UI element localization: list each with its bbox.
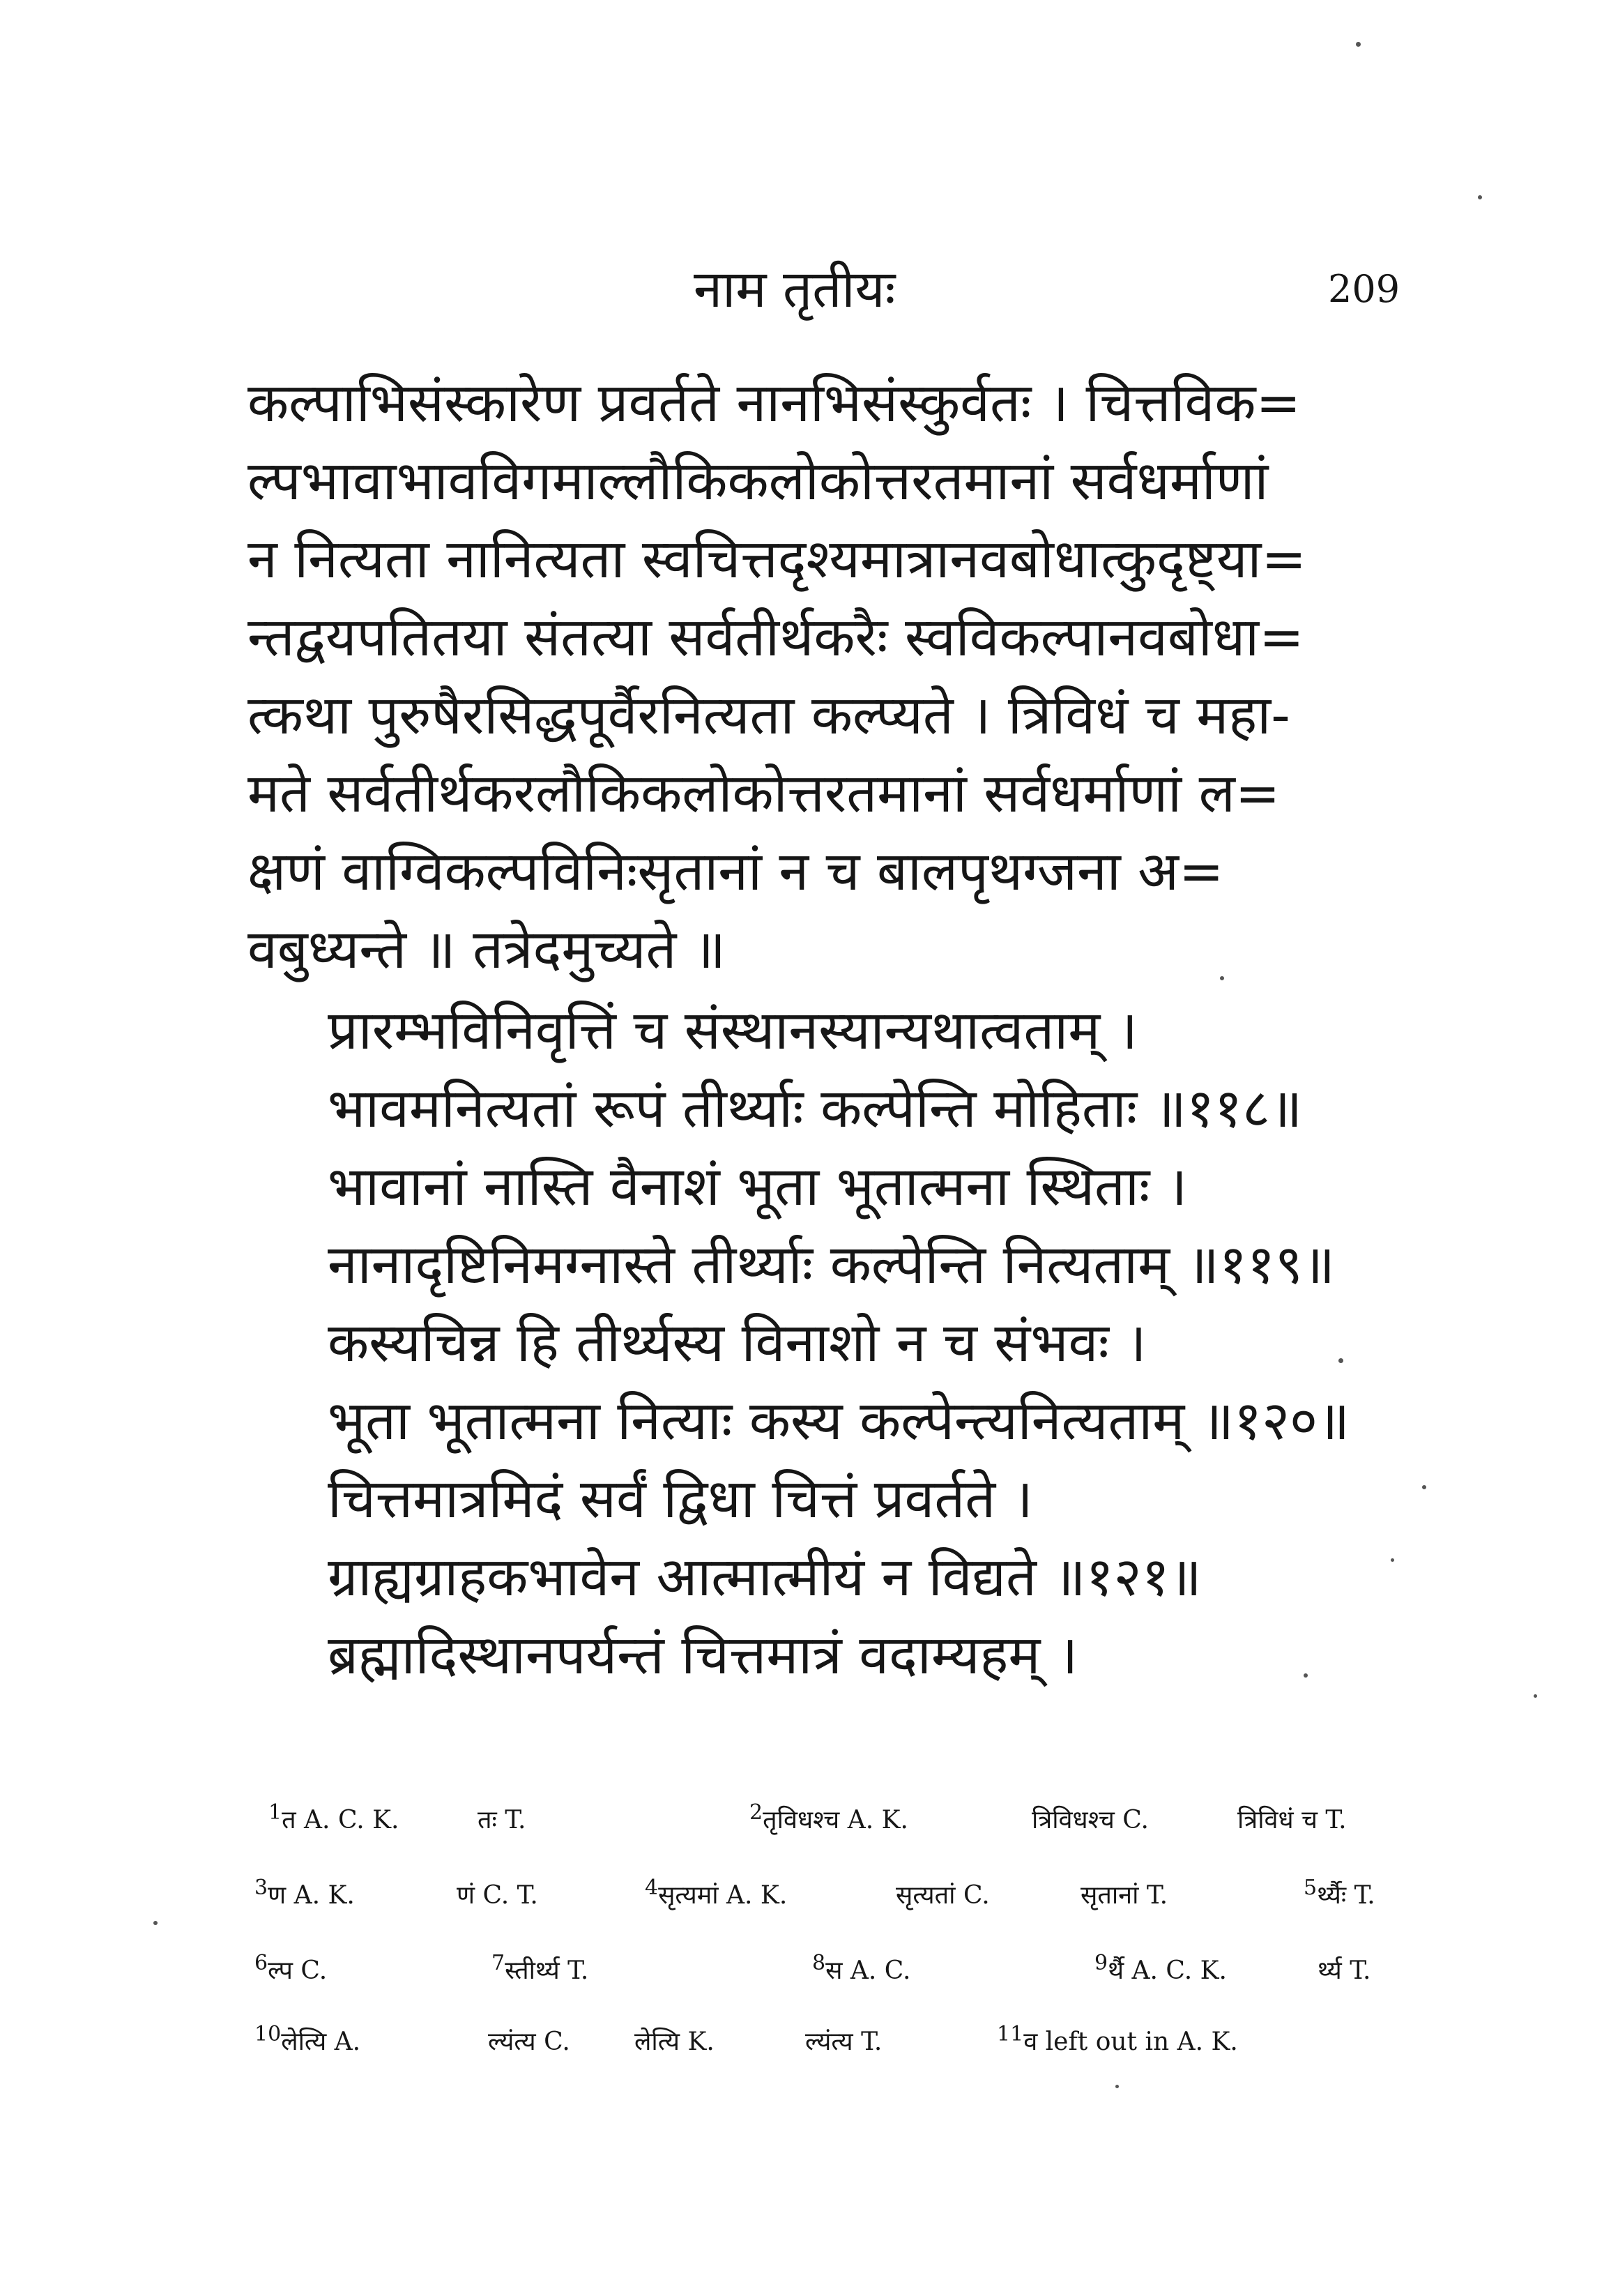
footnote-text: तः T. bbox=[478, 1806, 526, 1834]
scan-speck bbox=[1391, 1558, 1394, 1562]
prose-line: त्कथा पुरुषैरसिद्धपूर्वैरनित्यता कल्प्यते । त्रिविधं च महा- bbox=[247, 685, 1290, 747]
verse-line: भावमनित्यतां रूपं तीर्थ्याः कल्पेन्ति मोहिताः ॥११८॥ bbox=[328, 1078, 1303, 1140]
footnote bbox=[812, 1953, 910, 1984]
footnote bbox=[749, 1802, 908, 1833]
verse-line: भूता भूतात्मना नित्याः कस्य कल्पेन्त्यनित्यताम् ॥१२०॥ bbox=[328, 1390, 1350, 1452]
footnote-mark: 10 bbox=[254, 2022, 282, 2046]
footnote-text: त A. C. K. bbox=[282, 1806, 399, 1834]
prose-line: कल्पाभिसंस्कारेण प्रवर्तते नानभिसंस्कुर्वतः । चित्तविक= bbox=[247, 372, 1301, 434]
footnote-text: लेत्यि A. bbox=[281, 2028, 361, 2056]
footnote-row bbox=[254, 1951, 1440, 1995]
scan-speck bbox=[1534, 1694, 1537, 1698]
scan-speck bbox=[1338, 1358, 1343, 1363]
footnote bbox=[1304, 1878, 1375, 1908]
scan-speck bbox=[1478, 195, 1482, 199]
footnote-mark: 9 bbox=[1094, 1951, 1108, 1975]
verse-line: नानादृष्टिनिमग्नास्ते तीर्थ्याः कल्पेन्ति नित्यताम् ॥११९॥ bbox=[328, 1234, 1336, 1296]
footnote-text: र्थ्यैः T. bbox=[1317, 1881, 1375, 1910]
footnote-text: त्रिविधश्च C. bbox=[1032, 1806, 1149, 1834]
page-number: 209 bbox=[1328, 267, 1400, 311]
footnote-mark: 11 bbox=[997, 2022, 1024, 2046]
footnote-text: ण A. K. bbox=[268, 1881, 355, 1910]
footnote-mark: 8 bbox=[812, 1951, 826, 1975]
footnote-text: र्थै A. C. K. bbox=[1108, 1956, 1227, 1985]
footnote bbox=[1318, 1953, 1371, 1984]
scan-speck bbox=[1422, 1485, 1426, 1489]
scan-speck bbox=[1304, 1673, 1308, 1678]
footnote-row bbox=[268, 1802, 1440, 1844]
scan-speck bbox=[1356, 42, 1361, 47]
scan-speck bbox=[1115, 2085, 1119, 2088]
prose-line: ल्पभावाभावविगमाल्लौकिकलोकोत्तरतमानां सर्वधर्माणां bbox=[247, 450, 1269, 512]
footnote bbox=[1094, 1953, 1227, 1984]
footnote bbox=[896, 1878, 990, 1908]
prose-line: मते सर्वतीर्थकरलौकिकलोकोत्तरतमानां सर्वधर्माणां ल= bbox=[247, 763, 1281, 825]
footnote-text: ल्प C. bbox=[268, 1956, 328, 1985]
footnote-mark: 5 bbox=[1304, 1876, 1318, 1900]
footnote-row bbox=[254, 2022, 1440, 2066]
verse-line: चित्तमात्रमिदं सर्वं द्विधा चित्तं प्रवर्तते । bbox=[328, 1468, 1033, 1530]
footnote bbox=[1081, 1878, 1168, 1908]
running-head: नाम तृतीयः bbox=[694, 259, 896, 319]
footnote-text: ल्यंत्य T. bbox=[805, 2028, 883, 2056]
footnote-text: स A. C. bbox=[825, 1956, 911, 1985]
footnote bbox=[254, 1953, 327, 1984]
prose-line: न्तद्वयपतितया संतत्या सर्वतीर्थकरैः स्वविकल्पानवबोधा= bbox=[247, 607, 1304, 669]
footnote bbox=[805, 2024, 882, 2055]
footnote bbox=[488, 2024, 570, 2055]
prose-line: क्षणं वाग्विकल्पविनिःसृतानां न च बालपृथग्जना अ= bbox=[247, 841, 1224, 903]
verse-line: प्रारम्भविनिवृत्तिं च संस्थानस्यान्यथात्वताम् । bbox=[328, 1000, 1138, 1062]
footnote-mark: 7 bbox=[491, 1951, 505, 1975]
footnote-row bbox=[254, 1876, 1440, 1919]
footnote bbox=[457, 1878, 538, 1908]
footnote bbox=[634, 2024, 715, 2055]
footnote-text: सृतानां T. bbox=[1081, 1881, 1168, 1910]
footnote bbox=[254, 2024, 360, 2055]
scan-speck bbox=[153, 1921, 158, 1925]
footnote-mark: 1 bbox=[268, 1800, 282, 1825]
footnote bbox=[645, 1878, 787, 1908]
footnote-text: र्थ्य T. bbox=[1318, 1956, 1371, 1985]
verse-line: ब्रह्मादिस्थानपर्यन्तं चित्तमात्रं वदाम्यहम् । bbox=[328, 1625, 1078, 1687]
verse-line: भावानां नास्ति वैनाशं भूता भूतात्मना स्थिताः । bbox=[328, 1156, 1188, 1218]
prose-line: न नित्यता नानित्यता स्वचित्तदृश्यमात्रानवबोधात्कुदृष्ट्या= bbox=[247, 529, 1307, 591]
footnote-text: ल्यंत्य C. bbox=[488, 2028, 570, 2056]
footnote-text: स्तीर्थ्य T. bbox=[505, 1956, 589, 1985]
footnote bbox=[268, 1802, 399, 1833]
footnote-mark: 2 bbox=[749, 1800, 763, 1825]
footnote-mark: 4 bbox=[645, 1876, 659, 1900]
footnote-text: णं C. T. bbox=[457, 1881, 538, 1910]
footnote-text: लेत्यि K. bbox=[634, 2028, 715, 2056]
footnote-text: तृविधश्च A. K. bbox=[763, 1806, 908, 1834]
footnote-text: सृत्यमां A. K. bbox=[658, 1881, 788, 1910]
prose-line: वबुध्यन्ते ॥ तत्रेदमुच्यते ॥ bbox=[247, 919, 726, 981]
footnote bbox=[254, 1878, 355, 1908]
footnote-text: व left out in A. K. bbox=[1023, 2028, 1238, 2056]
footnote-text: त्रिविधं च T. bbox=[1237, 1806, 1347, 1834]
footnote bbox=[997, 2024, 1238, 2055]
verse-line: कस्यचिन्न हि तीर्थ्यस्य विनाशो न च संभवः । bbox=[328, 1312, 1147, 1374]
footnote bbox=[1237, 1802, 1347, 1833]
footnote bbox=[1032, 1802, 1149, 1833]
footnote-text: सृत्यतां C. bbox=[896, 1881, 990, 1910]
verse-line: ग्राह्यग्राहकभावेन आत्मात्मीयं न विद्यते ॥१२१॥ bbox=[328, 1546, 1202, 1609]
footnote bbox=[491, 1953, 588, 1984]
scan-speck bbox=[1220, 976, 1224, 980]
footnote bbox=[478, 1802, 526, 1833]
footnote-mark: 3 bbox=[254, 1876, 268, 1900]
footnote-mark: 6 bbox=[254, 1951, 268, 1975]
